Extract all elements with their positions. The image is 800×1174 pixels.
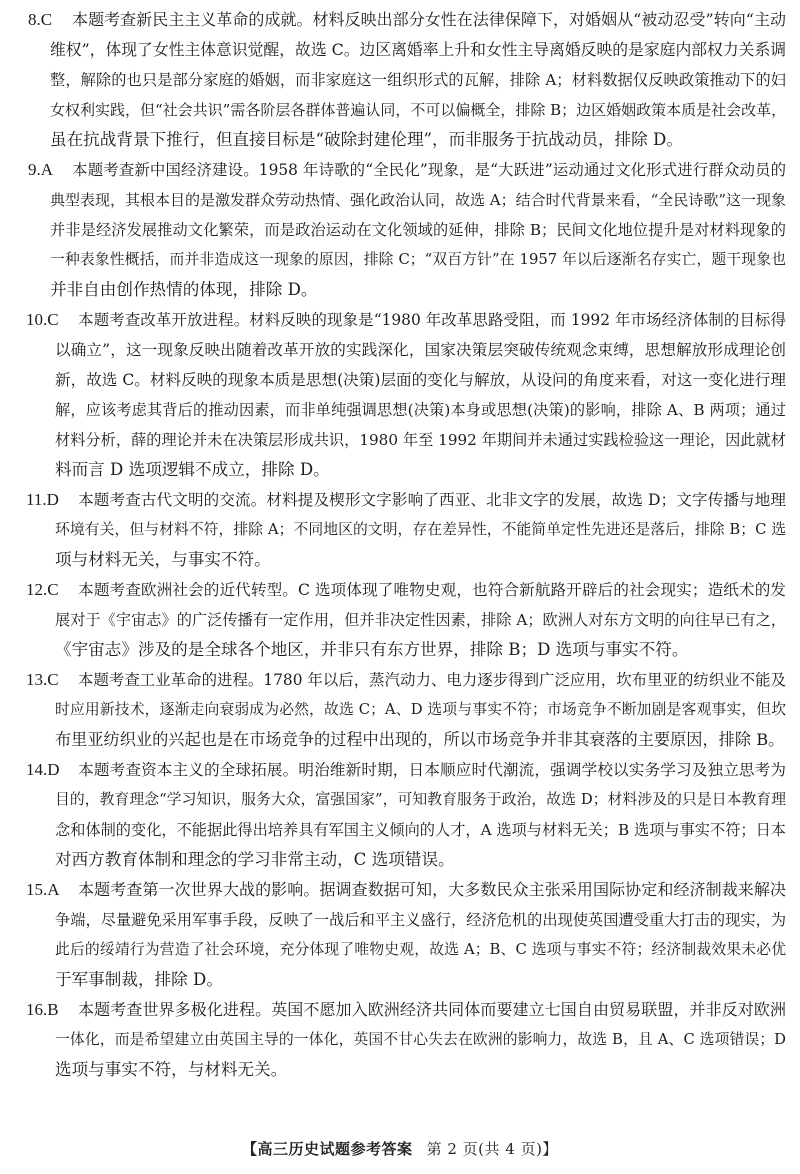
answer-text: 新，故选 C。材料反映的现象本质是思想(决策)层面的变化与解放，从设问的角度来看，对这一变化进行理	[55, 371, 786, 389]
answer-text: 此后的绥靖行为营造了社会环境，充分体现了唯物史观，故选 A；B、C 选项与事实不符；经济制裁效果未必优	[55, 941, 786, 958]
answer-text: 本题考查世界多极化进程。英国不愿加入欧洲经济共同体而要建立七国自由贸易联盟，并非反对欧洲	[78, 1000, 786, 1019]
answer-text: 本题考查古代文明的交流。材料提及楔形文字影响了西亚、北非文字的发展，故选 D；文字传播与地理	[78, 491, 786, 509]
answer-item-13	[28, 665, 786, 755]
answer-text: 本题考查欧洲社会的近代转型。C 选项体现了唯物史观，也符合新航路开辟后的社会现实；造纸术的发	[78, 581, 786, 599]
answer-text: 材料分析，薛的理论并未在决策层形成共识，1980 年至 1992 年期间并未通过实践检验这一理论，因此就材	[55, 431, 786, 449]
answer-text: 展对于《宇宙志》的广泛传播有一定作用，但并非决定性因素，排除 A；欧洲人对东方文明的向往早已有之，	[55, 611, 786, 629]
answer-number: 16.B	[26, 1000, 59, 1019]
answer-text: 整，解除的也只是部分家庭的婚姻，而非家庭这一组织形式的瓦解，排除 A；材料数据仅反映政策推动下的妇	[50, 71, 786, 89]
answer-text: 以确立”，这一现象反映出随着改革开放的实践深化，国家决策层突破传统观念束缚，思想解放形成理论创	[55, 341, 786, 359]
answer-number: 8.C	[28, 10, 53, 29]
answer-item-14	[28, 755, 786, 875]
answer-item-10	[28, 305, 786, 485]
answer-text: 本题考查第一次世界大战的影响。据调查数据可知，大多数民众主张采用国际协定和经济制裁来解决	[78, 880, 786, 899]
answer-number: 10.C	[26, 310, 59, 329]
page-footer	[0, 1138, 800, 1159]
answer-text: 对西方教育体制和理念的学习非常主动，C 选项错误。	[55, 850, 455, 869]
answer-text: 目的，教育理念“学习知识，服务大众，富强国家”，可知教育服务于政治，故选 D；材料涉及的只是日本教育理	[55, 791, 786, 808]
answer-text: 典型表现，其根本目的是激发群众劳动热情、强化政治认同，故选 A；结合时代背景来看，“全民诗歌”这一现象	[50, 191, 786, 209]
answer-text: 本题考查工业革命的进程。1780 年以后，蒸汽动力、电力逐步得到广泛应用，坎布里亚的纺织业不能及	[78, 671, 786, 689]
answer-text: 争端，尽量避免采用军事手段，反映了一战后和平主义盛行，经济危机的出现使英国遭受重大打击的现实，为	[55, 911, 786, 929]
answer-text: 并非是经济发展推动文化繁荣，而是政治运动在文化领域的延伸，排除 B；民间文化地位提升是对材料现象的	[50, 221, 786, 239]
answer-item-9	[28, 155, 786, 305]
answer-text: 料而言 D 选项逻辑不成立，排除 D。	[55, 460, 330, 479]
answer-item-11	[28, 485, 786, 575]
answer-item-12	[28, 575, 786, 665]
footer-title: 【高三历史试题参考答案	[242, 1140, 413, 1158]
answer-list	[28, 5, 786, 1085]
answer-text: 一种表象性概括，而并非造成这一现象的原因，排除 C；“双百方针”在 1957 年以后逐渐名存实亡，题干现象也	[50, 251, 786, 268]
answer-text: 时应用新技术，逐渐走向衰弱成为必然，故选 C；A、D 选项与事实不符；市场竞争不断加剧是客观事实，但坎	[55, 701, 786, 718]
answer-item-8	[28, 5, 786, 155]
answer-number: 9.A	[28, 160, 54, 179]
answer-text: 环境有关，但与材料不符，排除 A；不同地区的文明，存在差异性，不能简单定性先进还是落后，排除 B；C 选	[55, 521, 786, 538]
page-number: 第 2 页(共 4 页)】	[426, 1140, 558, 1158]
answer-text: 本题考查新民主主义革命的成就。材料反映出部分女性在法律保障下，对婚姻从“被动忍受”转向“主动	[72, 10, 786, 29]
answer-number: 13.C	[26, 670, 59, 689]
answer-text: 本题考查资本主义的全球拓展。明治维新时期，日本顺应时代潮流，强调学校以实务学习及独立思考为	[78, 761, 786, 779]
answer-text: 解，应该考虑其背后的推动因素，而非单纯强调思想(决策)本身或思想(决策)的影响，排除 A、B 两项；通过	[55, 401, 786, 419]
answer-text: 《宇宙志》涉及的是全球各个地区，并非只有东方世界，排除 B；D 选项与事实不符。	[55, 640, 689, 659]
answer-text: 维权”，体现了女性主体意识觉醒，故选 C。边区离婚率上升和女性主导离婚反映的是家庭内部权力关系调	[50, 40, 786, 59]
answer-item-16	[28, 995, 786, 1085]
answer-text: 项与材料无关，与事实不符。	[55, 550, 271, 569]
answer-text: 布里亚纺织业的兴起也是在市场竞争的过程中出现的，所以市场竞争并非其衰落的主要原因，排除 B。	[55, 730, 785, 749]
answer-item-15	[28, 875, 786, 995]
answer-number: 14.D	[26, 760, 60, 779]
answer-text: 于军事制裁，排除 D。	[55, 970, 223, 989]
answer-text: 念和体制的变化，不能据此得出培养具有军国主义倾向的人才，A 选项与材料无关；B 选项与事实不符；日本	[55, 821, 786, 839]
answer-number: 12.C	[26, 580, 59, 599]
answer-number: 11.D	[26, 490, 59, 509]
answer-text: 女权利实践，但“社会共识”需各阶层各群体普遍认同，不可以偏概全，排除 B；边区婚姻政策本质是社会改革，	[50, 101, 786, 119]
answer-text: 并非自由创作热情的体现，排除 D。	[50, 280, 318, 299]
answer-number: 15.A	[26, 880, 60, 899]
answer-text: 本题考查新中国经济建设。1958 年诗歌的“全民化”现象，是“大跃进”运动通过文化形式进行群众动员的	[72, 161, 786, 179]
answer-text: 选项与事实不符，与材料无关。	[55, 1060, 288, 1079]
answer-text: 虽在抗战背景下推行，但直接目标是“破除封建伦理”，而非服务于抗战动员，排除 D。	[50, 130, 683, 149]
answer-text: 本题考查改革开放进程。材料反映的现象是“1980 年改革思路受阻，而 1992 年市场经济体制的目标得	[78, 311, 786, 329]
answer-text: 一体化，而是希望建立由英国主导的一体化，英国不甘心失去在欧洲的影响力，故选 B，且 A、C 选项错误；D	[55, 1031, 786, 1048]
